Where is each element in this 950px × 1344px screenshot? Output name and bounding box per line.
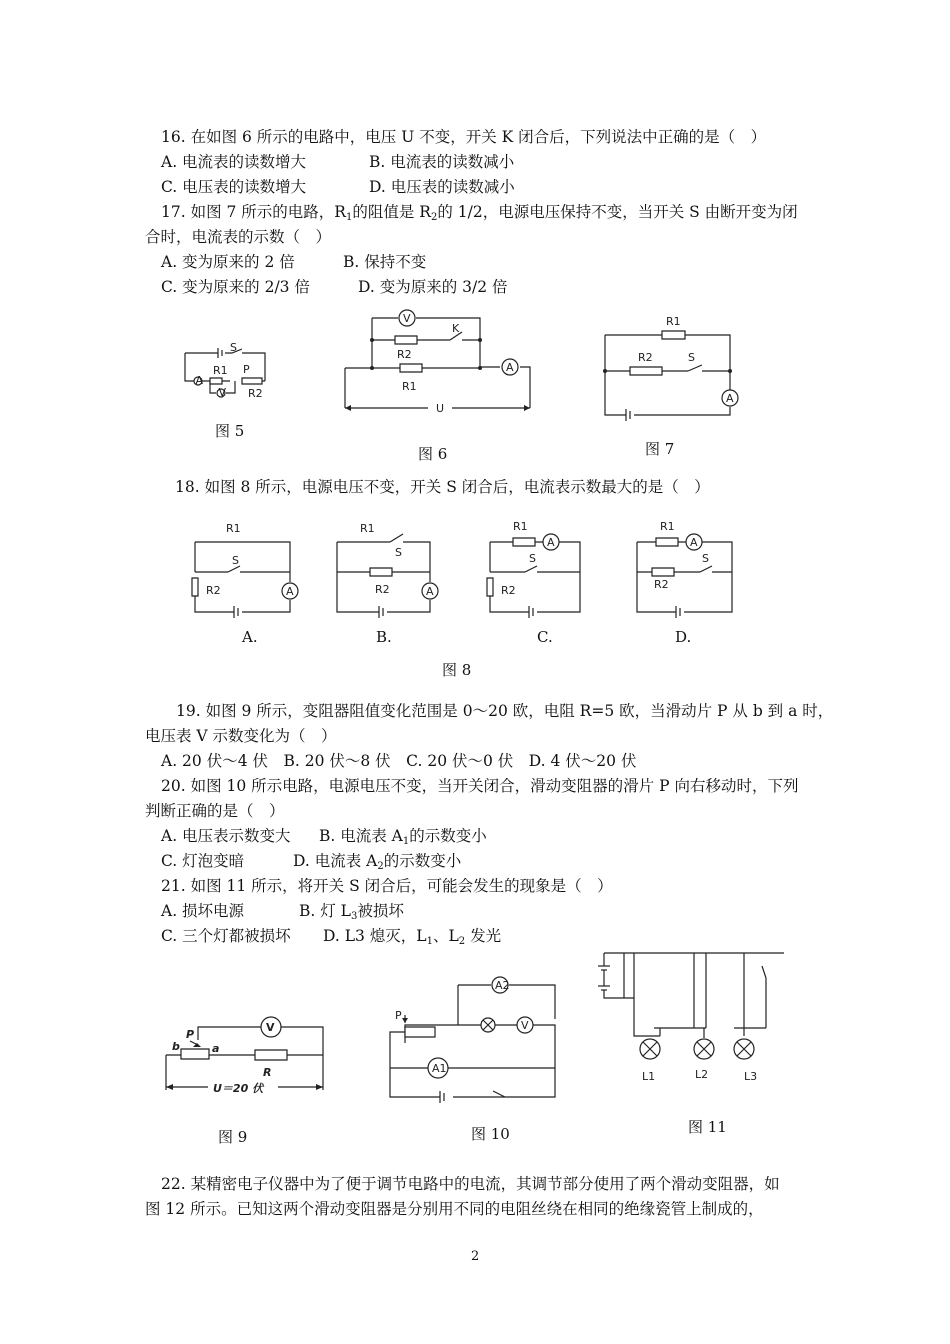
figure-6-caption: 图 6 [418,445,448,463]
svg-text:A: A [426,585,434,598]
svg-text:R1: R1 [666,315,681,328]
svg-text:R2: R2 [638,351,653,364]
q21-option-a: A. 损坏电源 [161,902,245,920]
q20-line1: 20. 如图 10 所示电路，电源电压不变，当开关闭合，滑动变阻器的滑片 P 向右移动时，下列 [161,777,799,795]
q17-option-b: B. 保持不变 [343,253,427,271]
svg-text:A2: A2 [495,979,510,992]
svg-text:R1: R1 [513,520,528,533]
figure-8-option-a: A. [242,628,258,646]
svg-text:b: b [172,1040,180,1053]
svg-text:V: V [403,312,411,325]
svg-text:A: A [506,361,514,374]
q19-line2: 电压表 V 示数变化为（ ） [145,727,337,745]
figure-8-circuit-d [632,520,742,620]
q17-line2: 合时，电流表的示数（ ） [145,228,332,246]
svg-text:V: V [266,1021,275,1034]
svg-text:R2: R2 [206,584,221,597]
q21-option-c: C. 三个灯都被损坏 [161,927,291,945]
svg-text:V: V [521,1019,529,1032]
svg-text:U: U [436,402,445,415]
svg-text:S: S [232,554,239,567]
figure-11-circuit [594,948,789,1088]
svg-text:A: A [690,536,698,549]
svg-text:L1: L1 [642,1070,656,1083]
q20-option-c: C. 灯泡变暗 [161,852,245,870]
figure-9-caption: 图 9 [218,1128,248,1146]
svg-text:R2: R2 [654,578,669,591]
svg-text:S: S [230,341,237,354]
svg-text:R: R [263,1066,272,1079]
svg-text:R1: R1 [402,380,417,393]
figure-9-circuit [163,1015,328,1105]
q16-option-d: D. 电压表的读数减小 [369,178,515,196]
svg-text:R2: R2 [248,387,263,400]
svg-text:P: P [243,363,250,376]
q22-line1: 22. 某精密电子仪器中为了便于调节电路中的电流，其调节部分使用了两个滑动变阻器，如 [161,1175,780,1193]
svg-text:R2: R2 [397,348,412,361]
page-number: 2 [471,1249,480,1264]
q19-options: A. 20 伏～4 伏 B. 20 伏～8 伏 C. 20 伏～0 伏 D. 4 伏～20 伏 [161,752,637,770]
q20-option-b: B. 电流表 $A_1$的示数变小 [319,827,487,847]
svg-text:A: A [286,585,294,598]
svg-text:L3: L3 [744,1070,758,1083]
figure-6-circuit [340,310,540,420]
figure-8-circuit-a [190,520,300,620]
svg-text:S: S [529,552,536,565]
q18-stem: 18. 如图 8 所示，电源电压不变，开关 S 闭合后，电流表示数最大的是（ ） [175,478,710,496]
figure-8-option-d: D. [675,628,692,646]
svg-text:R2: R2 [375,583,390,596]
q20-line2: 判断正确的是（ ） [145,802,285,820]
svg-text:A: A [195,374,204,387]
q22-line2: 图 12 所示。已知这两个滑动变阻器是分别用不同的电阻丝绕在相同的绝缘瓷管上制成的， [145,1200,764,1218]
svg-text:R1: R1 [226,522,241,535]
svg-text:R1: R1 [213,364,228,377]
q21-stem: 21. 如图 11 所示，将开关 S 闭合后，可能会发生的现象是（ ） [161,877,613,895]
figure-5-circuit [180,341,270,405]
figure-8-option-c: C. [537,628,553,646]
svg-text:R1: R1 [360,522,375,535]
svg-text:L2: L2 [695,1068,709,1081]
q21-option-d: D. L3 熄灭，$L_1$、$L_2$ 发光 [323,927,502,947]
svg-text:A: A [726,392,734,405]
svg-text:P: P [186,1028,195,1041]
q16-stem: 16. 在如图 6 所示的电路中，电压 U 不变，开关 K 闭合后，下列说法中正确的是（ ） [161,128,767,146]
svg-text:R1: R1 [660,520,675,533]
svg-text:V: V [218,386,227,399]
q16-option-c: C. 电压表的读数增大 [161,178,307,196]
figure-7-circuit [600,315,740,425]
q16-option-b: B. 电流表的读数减小 [369,153,515,171]
svg-text:a: a [212,1042,220,1055]
q17-option-d: D. 变为原来的 3/2 倍 [358,278,508,296]
svg-text:S: S [395,546,402,559]
svg-text:R2: R2 [501,584,516,597]
figure-8-caption: 图 8 [442,661,472,679]
q17-option-a: A. 变为原来的 2 倍 [161,253,295,271]
q17-option-c: C. 变为原来的 2/3 倍 [161,278,310,296]
figure-9-voltage-label: U＝20 伏 [213,1082,264,1095]
figure-8-circuit-c [485,520,595,620]
svg-text:S: S [702,552,709,565]
q19-line1: 19. 如图 9 所示，变阻器阻值变化范围是 0～20 欧，电阻 R=5 欧，当滑动片 P 从 b 到 a 时， [176,702,834,720]
svg-text:K: K [452,322,460,335]
figure-5-caption: 图 5 [215,422,245,440]
svg-text:A: A [547,536,555,549]
svg-text:P: P [395,1009,402,1022]
q21-option-b: B. 灯 $L_3$被损坏 [299,902,404,922]
svg-text:A1: A1 [432,1062,447,1075]
figure-8-circuit-b [335,520,445,620]
svg-text:S: S [688,351,695,364]
q17-line1: 17. 如图 7 所示的电路，$R_1$的阻值是 $R_2$的 1/2，电源电压保持不变，当开关 S 由断开变为闭 [161,203,798,223]
q20-option-a: A. 电压表示数变大 [161,827,291,845]
q20-option-d: D. 电流表 $A_2$的示数变小 [293,852,462,872]
figure-8-option-b: B. [376,628,392,646]
q16-option-a: A. 电流表的读数增大 [161,153,307,171]
figure-10-circuit [385,975,560,1105]
figure-10-caption: 图 10 [471,1125,510,1143]
figure-7-caption: 图 7 [645,440,675,458]
figure-11-caption: 图 11 [688,1118,727,1136]
